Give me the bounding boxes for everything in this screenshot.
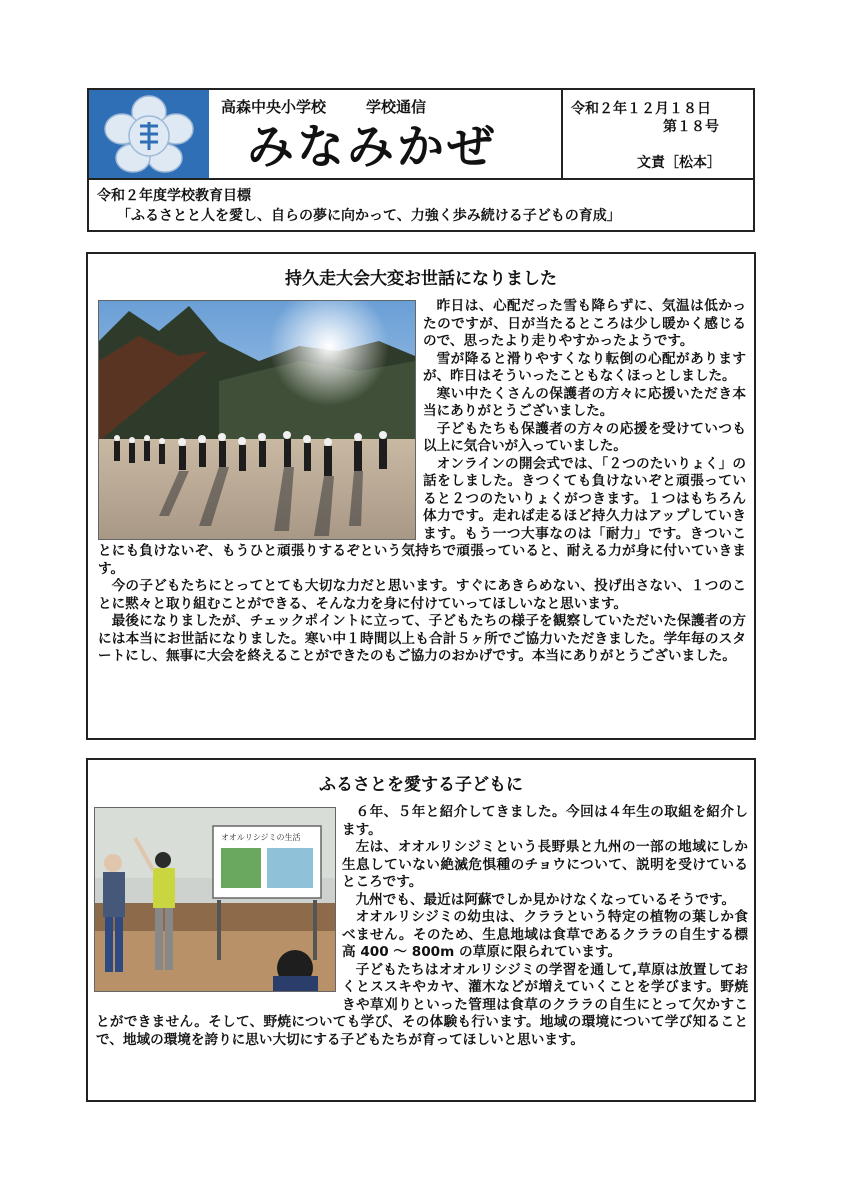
paragraph: 昨日は、心配だった雪も降らずに、気温は低かったのですが、日が当たるところは少し暖かく感じるので、思ったより走りやすかったようです。 <box>423 298 746 349</box>
paragraph: 九州でも、最近は阿蘇でしか見かけなくなっているそうです。 <box>355 891 736 908</box>
newsletter-title: みなみかぜ <box>247 120 497 175</box>
paragraph: 子どもたちはオオルリシジミの学習を通して,草原は放置しておくとススキやカヤ、灌木などが増えていくことを学びます。野焼きや草刈りといった管理は食草のクララの自生にとって欠かすことができません。そして、野焼についても学び、その体験も行います。地域の環境について学び知ることで、地域の環境を誇りに思い大切にする子どもたちが育ってほしいと思います。 <box>96 961 748 1048</box>
poster-title: オオルリシジミの生活 <box>221 833 301 842</box>
article-title: 持久走大会大変お世話になりました <box>285 269 557 289</box>
paragraph: 雪が降ると滑りやすくなり転倒の心配がありますが、昨日はそういったこともなくほっとしました。 <box>423 350 746 384</box>
paragraph: オンラインの開会式では、「２つのたいりょく」の話をしました。きつくても負けないぞと頑張っていると２つのたいりょくがつきます。１つはもちろん体力です。走れば走るほど持久力はアップしていきます。もう一つ大事なのは「耐力」です。きついことにも負けないぞ、もうひと頑張りするぞという気持ちで頑張っていると、耐える力が身に付いていきます。 <box>98 455 746 577</box>
newsletter-type: 学校通信 <box>366 98 427 116</box>
paragraph: オオルリシジミの幼虫は、クララという特定の植物の葉しか食べません。そのため、生息地域は食草であるクララの自生する標高 400 ～ 800m の草原に限られています。 <box>342 909 748 960</box>
title-area <box>209 90 563 178</box>
article1-body <box>98 298 746 666</box>
school-name: 高森中央小学校 <box>221 98 327 116</box>
education-goal <box>87 180 755 232</box>
paragraph: 最後になりましたが、チェックポイントに立って、子どもたちの様子を観察していただいた保護者の方には本当にお世話になりました。寒い中１時間以上も合計５ヶ所でご協力いただきました。学年毎のスタートにし、無事に大会を終えることができたのもご協力のおかげです。本当にありがとうございました。 <box>98 613 746 664</box>
paragraph: 今の子どもたちにとってとても大切な力だと思います。すぐにあきらめない、投げ出さない、１つのことに黙々と取り組むことができる、そんな力を身に付けていってほしいなと思います。 <box>98 578 746 612</box>
issue-info <box>563 90 753 178</box>
goal-label: 令和２年度学校教育目標 <box>97 188 251 204</box>
school-line <box>221 96 426 117</box>
article-title: ふるさとを愛する子どもに <box>319 775 523 795</box>
paragraph: ６年、５年と紹介してきました。今回は４年生の取組を紹介します。 <box>342 804 748 838</box>
issue-number: 第１８号 <box>663 119 719 135</box>
cherry-blossom-icon <box>97 94 201 174</box>
paragraph: 子どもたちも保護者の方々の応援を受けていつも以上に気合いが入っていました。 <box>423 420 746 454</box>
issue-date: 令和２年１２月１８日 <box>571 101 711 117</box>
article2-body <box>96 804 748 1049</box>
goal-text: 「ふるさとと人を愛し、自らの夢に向かって、力強く歩み続ける子どもの育成」 <box>117 208 621 224</box>
article-love-hometown <box>86 758 756 1102</box>
paragraph: 寒い中たくさんの保護者の方々に応援いただき本当にありがとうございました。 <box>423 385 746 419</box>
article-endurance-run <box>86 252 756 740</box>
school-logo <box>89 90 209 178</box>
newsletter-header <box>87 88 755 180</box>
author: 文責［松本］ <box>637 155 721 171</box>
paragraph: 左は、オオルリシジミという長野県と九州の一部の地域にしか生息していない絶滅危惧種のチョウについて、説明を受けているところです。 <box>342 839 748 890</box>
